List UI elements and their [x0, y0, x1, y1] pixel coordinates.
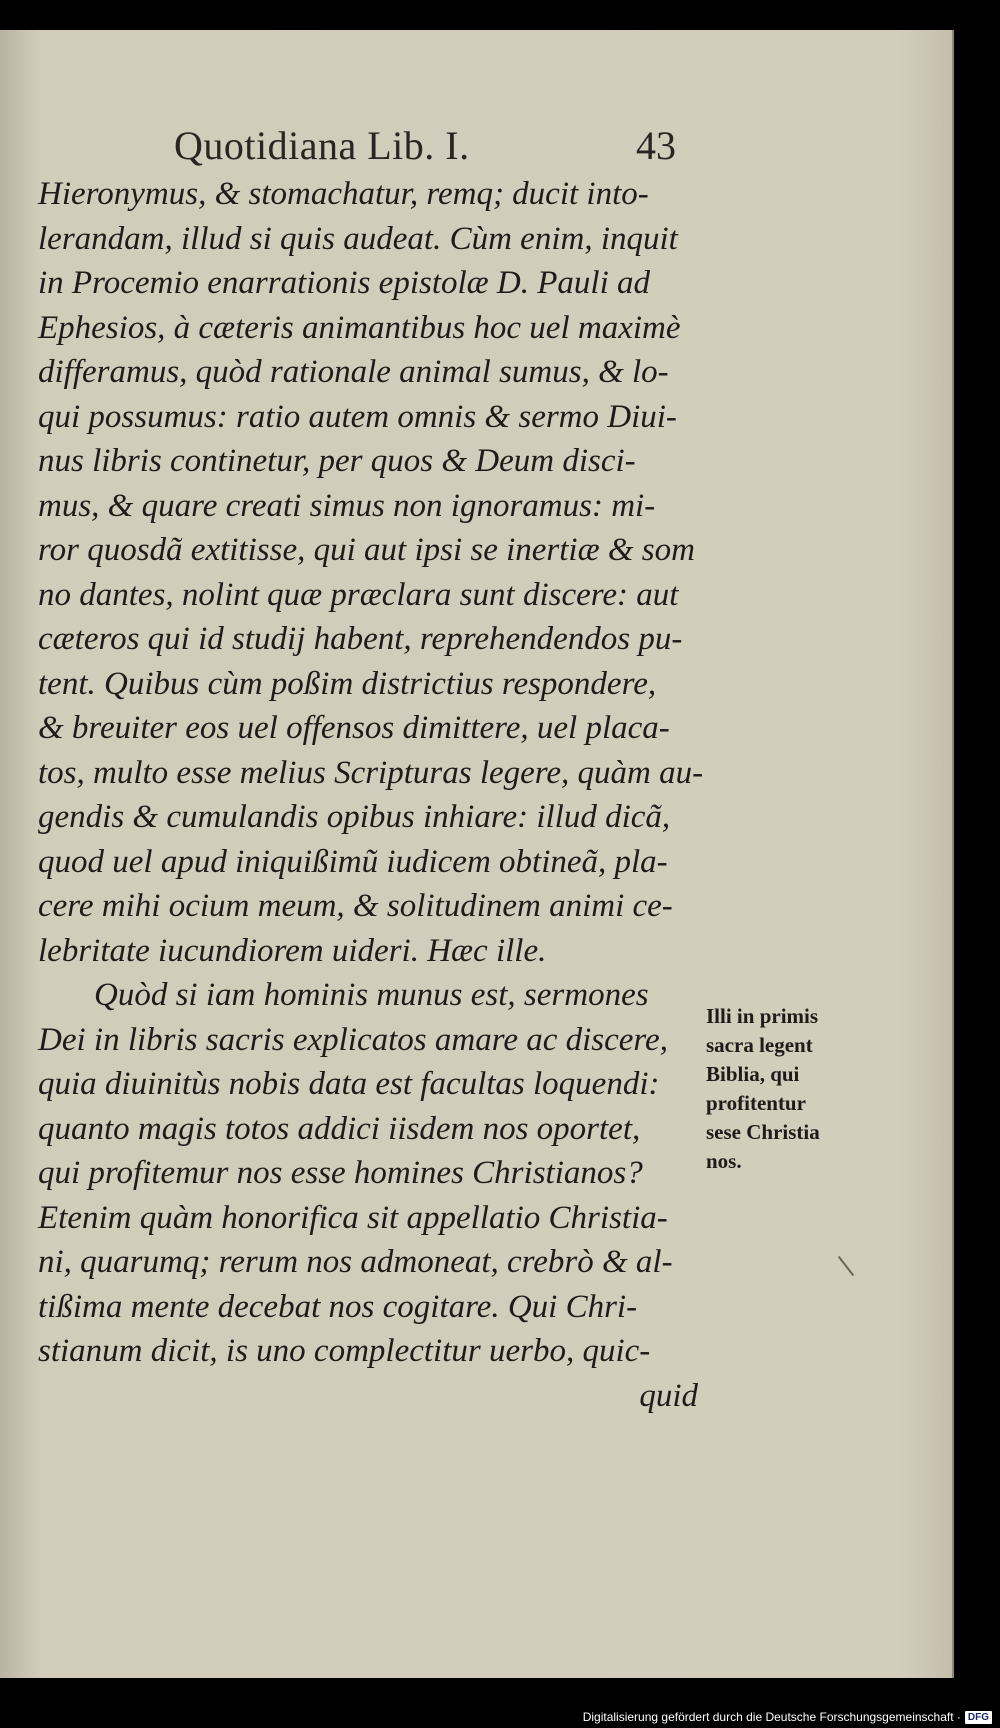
text-line: tißima mente decebat nos cogitare. Qui Chri- [38, 1288, 638, 1325]
text-line: Ephesios, à cæteris animantibus hoc uel maximè [38, 309, 681, 346]
text-line: cere mihi ocium meum, & solitudinem animi ce- [38, 888, 673, 924]
paragraph-first-line: Quòd si iam hominis munus est, sermones [94, 977, 649, 1013]
text-line: quod uel apud iniquißimũ iudicem obtineã, pla- [38, 843, 668, 880]
text-line: qui profitemur nos esse homines Christianos? [38, 1155, 643, 1191]
marginal-note-line: Biblia, qui [706, 1062, 800, 1086]
text-line: Hieronymus, & stomachatur, remq; ducit into- [38, 176, 649, 212]
dfg-logo: DFG [965, 1711, 992, 1724]
running-head-title: Quotidiana Lib. I. [174, 123, 470, 168]
text-line: Etenim quàm honorifica sit appellatio Christia- [38, 1199, 668, 1236]
marginal-note [706, 1002, 866, 1176]
text-line: quia diuinitùs nobis data est facultas loquendi: [38, 1066, 660, 1102]
ink-mark [838, 1256, 854, 1276]
running-head [0, 122, 952, 176]
text-line: cæteros qui id studij habent, reprehendendos pu- [38, 621, 683, 657]
marginal-note-line: Illi in primis [706, 1004, 819, 1028]
text-line: ni, quarumq; rerum nos admoneat, crebrò & al- [38, 1244, 673, 1280]
body-text [38, 172, 704, 1418]
text-line: gendis & cumulandis opibus inhiare: illud dicã, [38, 799, 671, 835]
catchword: quid [639, 1377, 698, 1414]
marginal-note-line: sacra legent [706, 1033, 813, 1057]
text-line: qui possumus: ratio autem omnis & sermo Diui- [38, 398, 677, 435]
text-line: quanto magis totos addici iisdem nos oportet, [38, 1110, 641, 1147]
text-line: nus libris continetur, per quos & Deum disci- [38, 443, 636, 479]
marginal-note-line: nos. [706, 1149, 742, 1173]
text-line: lerandam, illud si quis audeat. Cùm enim, inquit [38, 220, 678, 257]
book-page [0, 30, 954, 1678]
text-line: & breuiter eos uel offensos dimittere, uel placa- [38, 710, 670, 746]
credit-text: Digitalisierung gefördert durch die Deutsche Forschungsgemeinschaft · [582, 1710, 961, 1724]
text-line: Dei in libris sacris explicatos amare ac discere, [38, 1021, 668, 1058]
text-line: tent. Quibus cùm poßim districtius respondere, [38, 665, 657, 702]
text-line: ror quosdã extitisse, qui aut ipsi se inertiæ & som [38, 532, 695, 568]
marginal-note-line: sese Christia [706, 1120, 820, 1144]
digitization-credit [583, 1710, 992, 1724]
text-line: stianum dicit, is uno complectitur uerbo, quic- [38, 1333, 651, 1369]
text-line: differamus, quòd rationale animal sumus, & lo- [38, 354, 669, 390]
marginal-note-line: profitentur [706, 1091, 806, 1115]
text-line: no dantes, nolint quæ præclara sunt discere: aut [38, 576, 679, 613]
text-line: lebritate iucundiorem uideri. Hæc ille. [38, 932, 547, 969]
text-line: tos, multo esse melius Scripturas legere, quàm au- [38, 754, 704, 791]
text-line: in Procemio enarrationis epistolæ D. Pauli ad [38, 265, 650, 301]
page-number: 43 [636, 123, 676, 168]
text-line: mus, & quare creati simus non ignoramus: mi- [38, 487, 656, 524]
